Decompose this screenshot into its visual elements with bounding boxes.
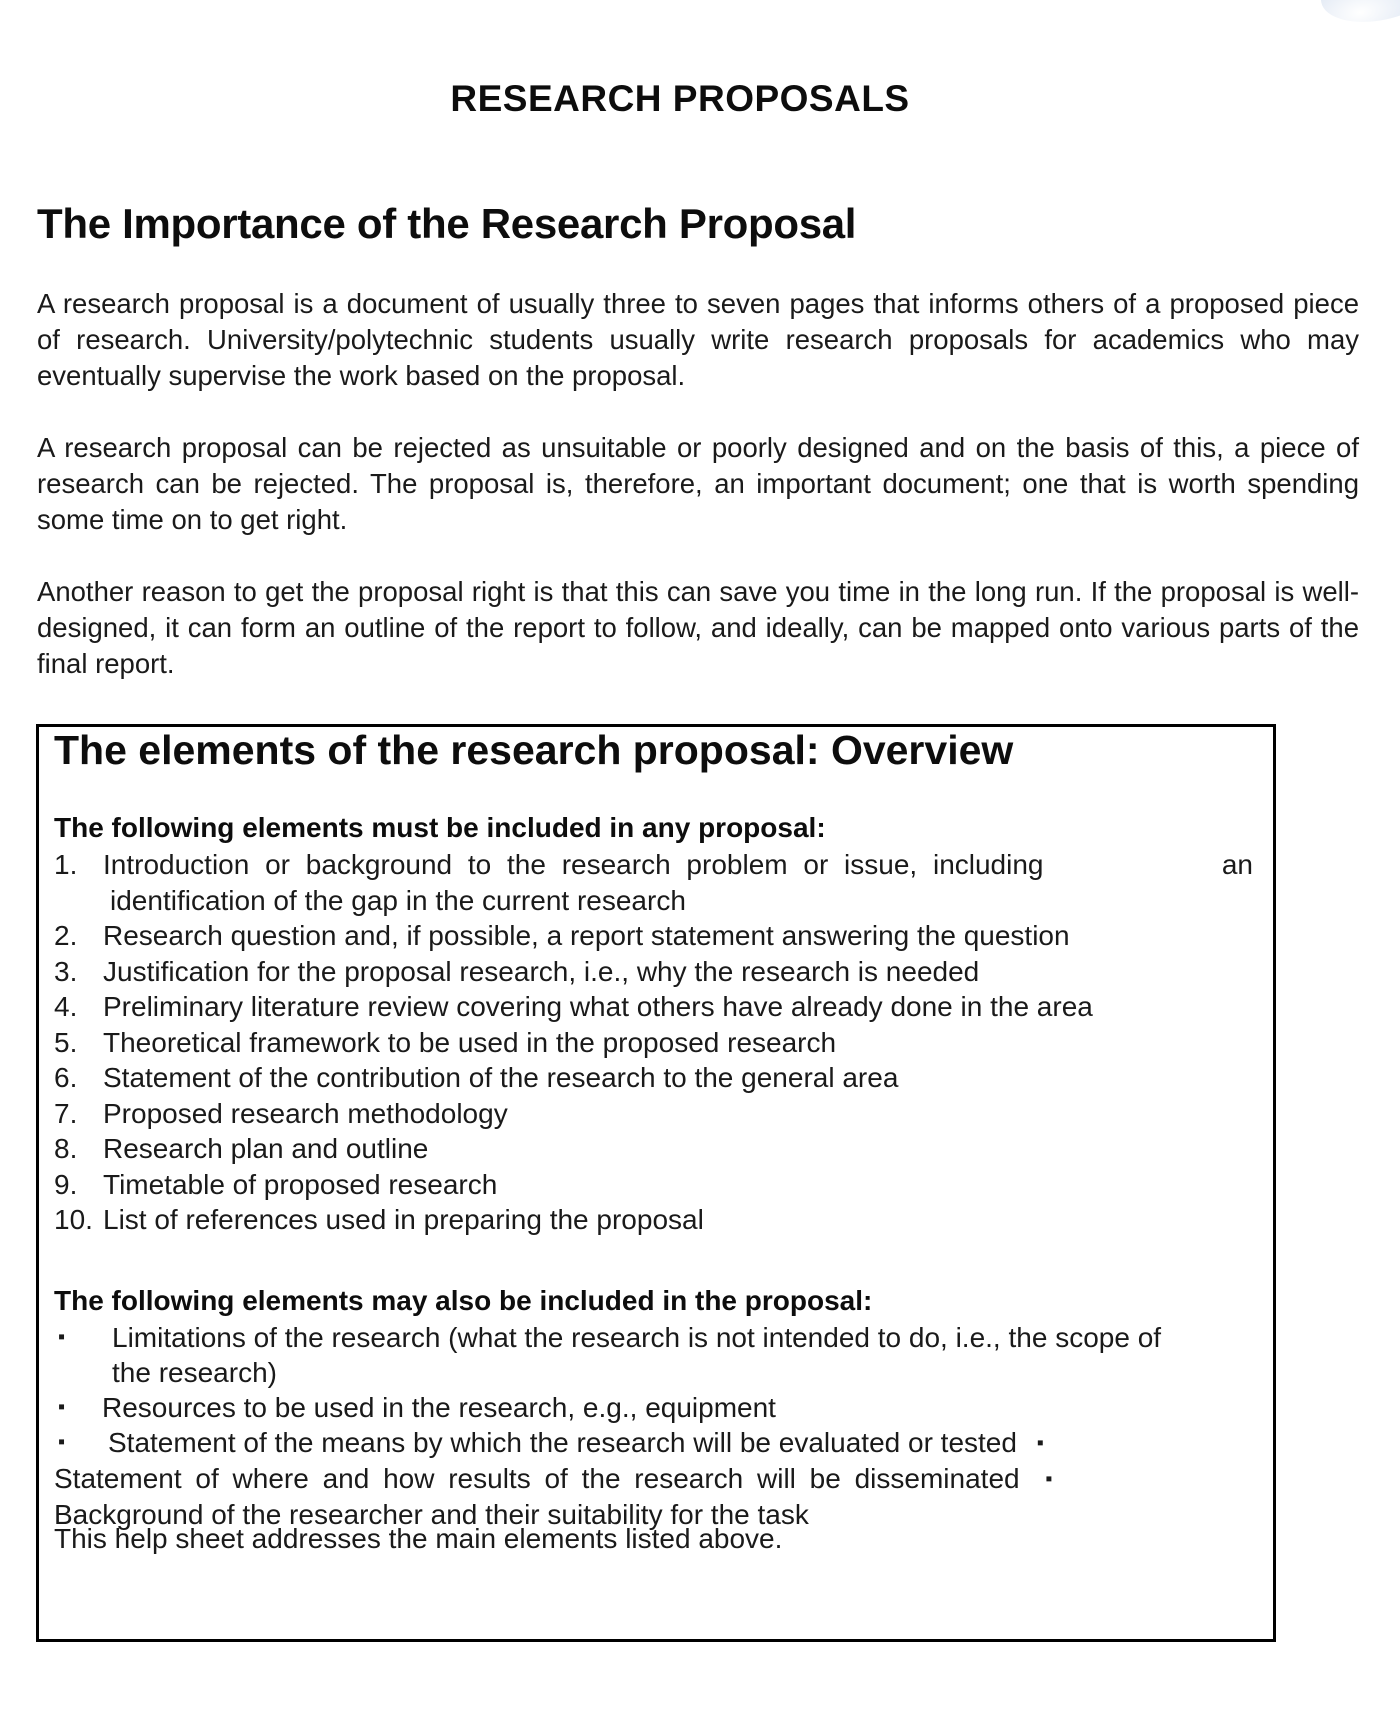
list-item xyxy=(54,1060,1254,1096)
list-item xyxy=(54,1167,1254,1203)
intro-paragraph-3: Another reason to get the proposal right is that this can save you time in the long run. If the proposal is well-designed, it can form an outline of the report to follow, and ideally, can be mapped onto various parts of the final report. xyxy=(37,576,1359,679)
list-item-text: List of references used in preparing the proposal xyxy=(103,1204,704,1235)
document-title: RESEARCH PROPOSALS xyxy=(450,78,910,119)
list-number: 9. xyxy=(54,1168,78,1200)
list-item xyxy=(54,1025,1254,1061)
list-item-text: Research plan and outline xyxy=(103,1133,429,1164)
square-bullet-icon: ▪ xyxy=(58,1396,66,1418)
list-item-text: Statement of the contribution of the research to the general area xyxy=(103,1062,899,1093)
list-item-text: Theoretical framework to be used in the proposed research xyxy=(103,1026,837,1058)
list-item-text: Justification for the proposal research, i.e., why the research is needed xyxy=(103,955,980,987)
list-item xyxy=(54,1202,1254,1238)
list-item xyxy=(54,1390,1194,1425)
list-item xyxy=(54,918,1254,954)
list-number: 7. xyxy=(54,1097,78,1129)
list-item-text: Statement of the means by which the research will be evaluated or tested xyxy=(108,1427,1017,1458)
list-item-text: Introduction or background to the research problem or issue, including xyxy=(103,849,1044,880)
list-item xyxy=(54,847,1254,918)
intro-paragraph-2: A research proposal can be rejected as unsuitable or poorly designed and on the basis of this, a piece of research can be rejected. The proposal is, therefore, an important document; one that is worth spending some time on to get right. xyxy=(37,432,1359,535)
list-item xyxy=(54,989,1254,1025)
list-number: 8. xyxy=(54,1133,78,1164)
list-item-text-continued: identification of the gap in the current research xyxy=(110,884,686,916)
list-item xyxy=(54,1425,1194,1461)
list-item xyxy=(54,1131,1254,1167)
overview-box xyxy=(36,724,1276,1642)
list-number: 10. xyxy=(54,1204,93,1235)
required-elements-heading: The following elements must be included in any proposal: xyxy=(54,812,826,843)
list-item-text: Proposed research methodology xyxy=(103,1097,508,1129)
list-item-text: Background of the researcher and their suitability for the task xyxy=(54,1499,809,1530)
list-item xyxy=(54,1320,1194,1390)
intro-paragraph-1: A research proposal is a document of usually three to seven pages that informs others of a proposed piece of research. University/polytechnic students usually write research proposals for academics who may eventually supervise the work based on the proposal. xyxy=(37,288,1359,391)
overview-title: The elements of the research proposal: Overview xyxy=(54,727,1014,773)
list-item-text: Timetable of proposed research xyxy=(103,1168,498,1200)
list-item-text: Preliminary literature review covering what others have already done in the area xyxy=(103,991,1093,1022)
list-item-line xyxy=(103,847,1253,883)
list-number: 3. xyxy=(54,955,78,987)
optional-elements-list xyxy=(54,1320,1194,1532)
list-number: 5. xyxy=(54,1026,78,1058)
list-number: 4. xyxy=(54,991,78,1022)
list-number: 1. xyxy=(54,849,78,880)
list-number: 2. xyxy=(54,920,78,951)
optional-elements-heading: The following elements may also be included in the proposal: xyxy=(54,1285,873,1316)
list-item-text-tail: an xyxy=(1221,849,1253,880)
square-bullet-icon: ▪ xyxy=(1036,1432,1044,1454)
square-bullet-icon: ▪ xyxy=(58,1431,66,1453)
closing-note: This help sheet addresses the main elements listed above. xyxy=(54,1523,783,1554)
list-item-text: Research question and, if possible, a report statement answering the question xyxy=(103,920,1070,951)
required-elements-list xyxy=(54,847,1254,1238)
list-item-text: Limitations of the research (what the research is not intended to do, i.e., the scope of the research) xyxy=(112,1322,1162,1388)
section-heading: The Importance of the Research Proposal xyxy=(37,200,857,247)
list-item-text: Resources to be used in the research, e.g., equipment xyxy=(102,1392,776,1423)
list-number: 6. xyxy=(54,1062,78,1093)
list-item-text: Statement of where and how results of the research will be disseminated xyxy=(54,1463,1020,1494)
list-item xyxy=(54,1461,1194,1497)
list-item-runon-line xyxy=(54,1461,1154,1497)
page-curl-decoration xyxy=(1315,0,1400,32)
square-bullet-icon: ▪ xyxy=(1045,1468,1053,1490)
square-bullet-icon: ▪ xyxy=(58,1326,66,1348)
list-item xyxy=(54,954,1254,990)
list-item xyxy=(54,1096,1254,1132)
